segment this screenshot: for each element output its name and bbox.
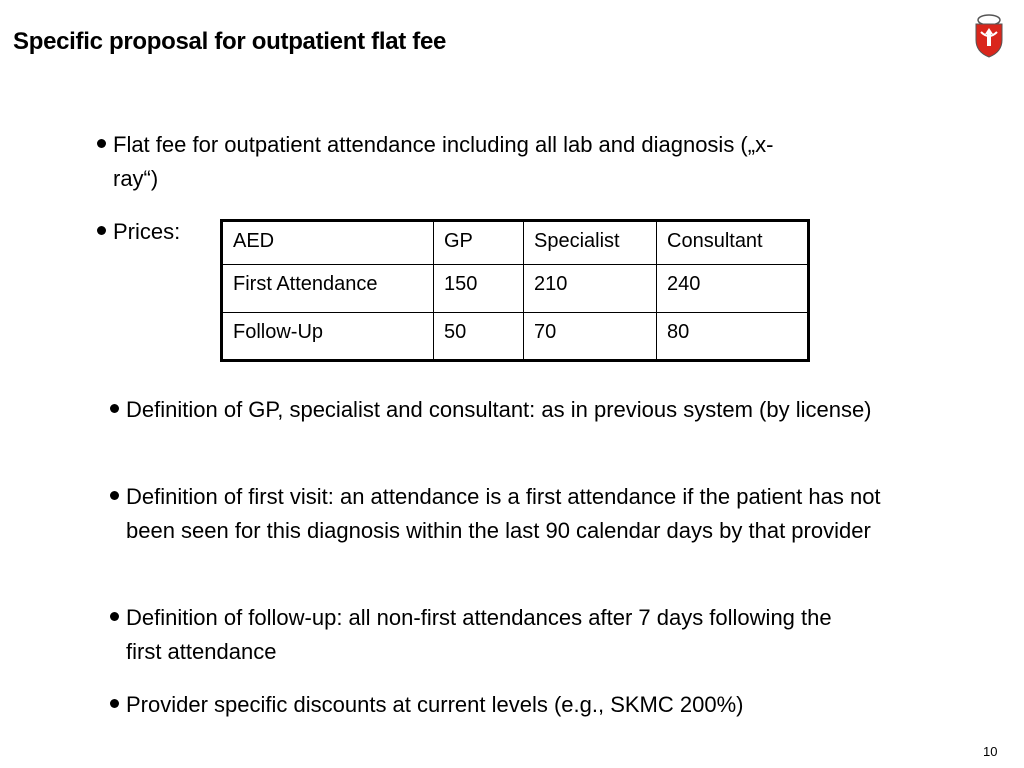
table-row — [222, 313, 809, 361]
bullet-text: Definition of GP, specialist and consultant: as in previous system (by license) — [126, 397, 872, 422]
table-cell: 150 — [434, 265, 524, 313]
bullet-flat-fee — [97, 128, 797, 196]
table-cell: 70 — [524, 313, 657, 361]
bullet-dot — [110, 699, 119, 708]
table-cell: 50 — [434, 313, 524, 361]
emblem-shield-icon — [972, 14, 1006, 58]
bullet-dot — [110, 491, 119, 500]
bullet-dot — [110, 404, 119, 413]
table-header-cell: GP — [434, 221, 524, 265]
bullet-text: Provider specific discounts at current levels (e.g., SKMC 200%) — [126, 692, 744, 717]
bullet-text: Flat fee for outpatient attendance including all lab and diagnosis („x-ray“) — [113, 132, 774, 191]
bullet-text: Definition of follow-up: all non-first attendances after 7 days following the first attendance — [126, 605, 832, 664]
bullet-def-gp — [110, 393, 910, 427]
table-header-row — [222, 221, 809, 265]
table-cell: 80 — [657, 313, 809, 361]
bullet-discounts — [110, 688, 910, 722]
table-row — [222, 265, 809, 313]
table-cell: First Attendance — [222, 265, 434, 313]
page-number: 10 — [983, 744, 998, 759]
bullet-prices — [97, 215, 217, 249]
bullet-text: Definition of first visit: an attendance is a first attendance if the patient has not been seen for this diagnosis within the last 90 calendar days by that provider — [126, 484, 881, 543]
prices-table — [220, 219, 810, 362]
bullet-def-first-visit — [110, 480, 890, 548]
table-header-cell: Specialist — [524, 221, 657, 265]
bullet-dot — [97, 139, 106, 148]
table-cell: 240 — [657, 265, 809, 313]
table-cell: 210 — [524, 265, 657, 313]
bullet-dot — [110, 612, 119, 621]
bullet-def-follow-up — [110, 601, 870, 669]
table-cell: Follow-Up — [222, 313, 434, 361]
table-header-cell: AED — [222, 221, 434, 265]
page-title: Specific proposal for outpatient flat fee — [13, 28, 447, 55]
bullet-text: Prices: — [113, 219, 181, 244]
bullet-dot — [97, 226, 106, 235]
table-header-cell: Consultant — [657, 221, 809, 265]
